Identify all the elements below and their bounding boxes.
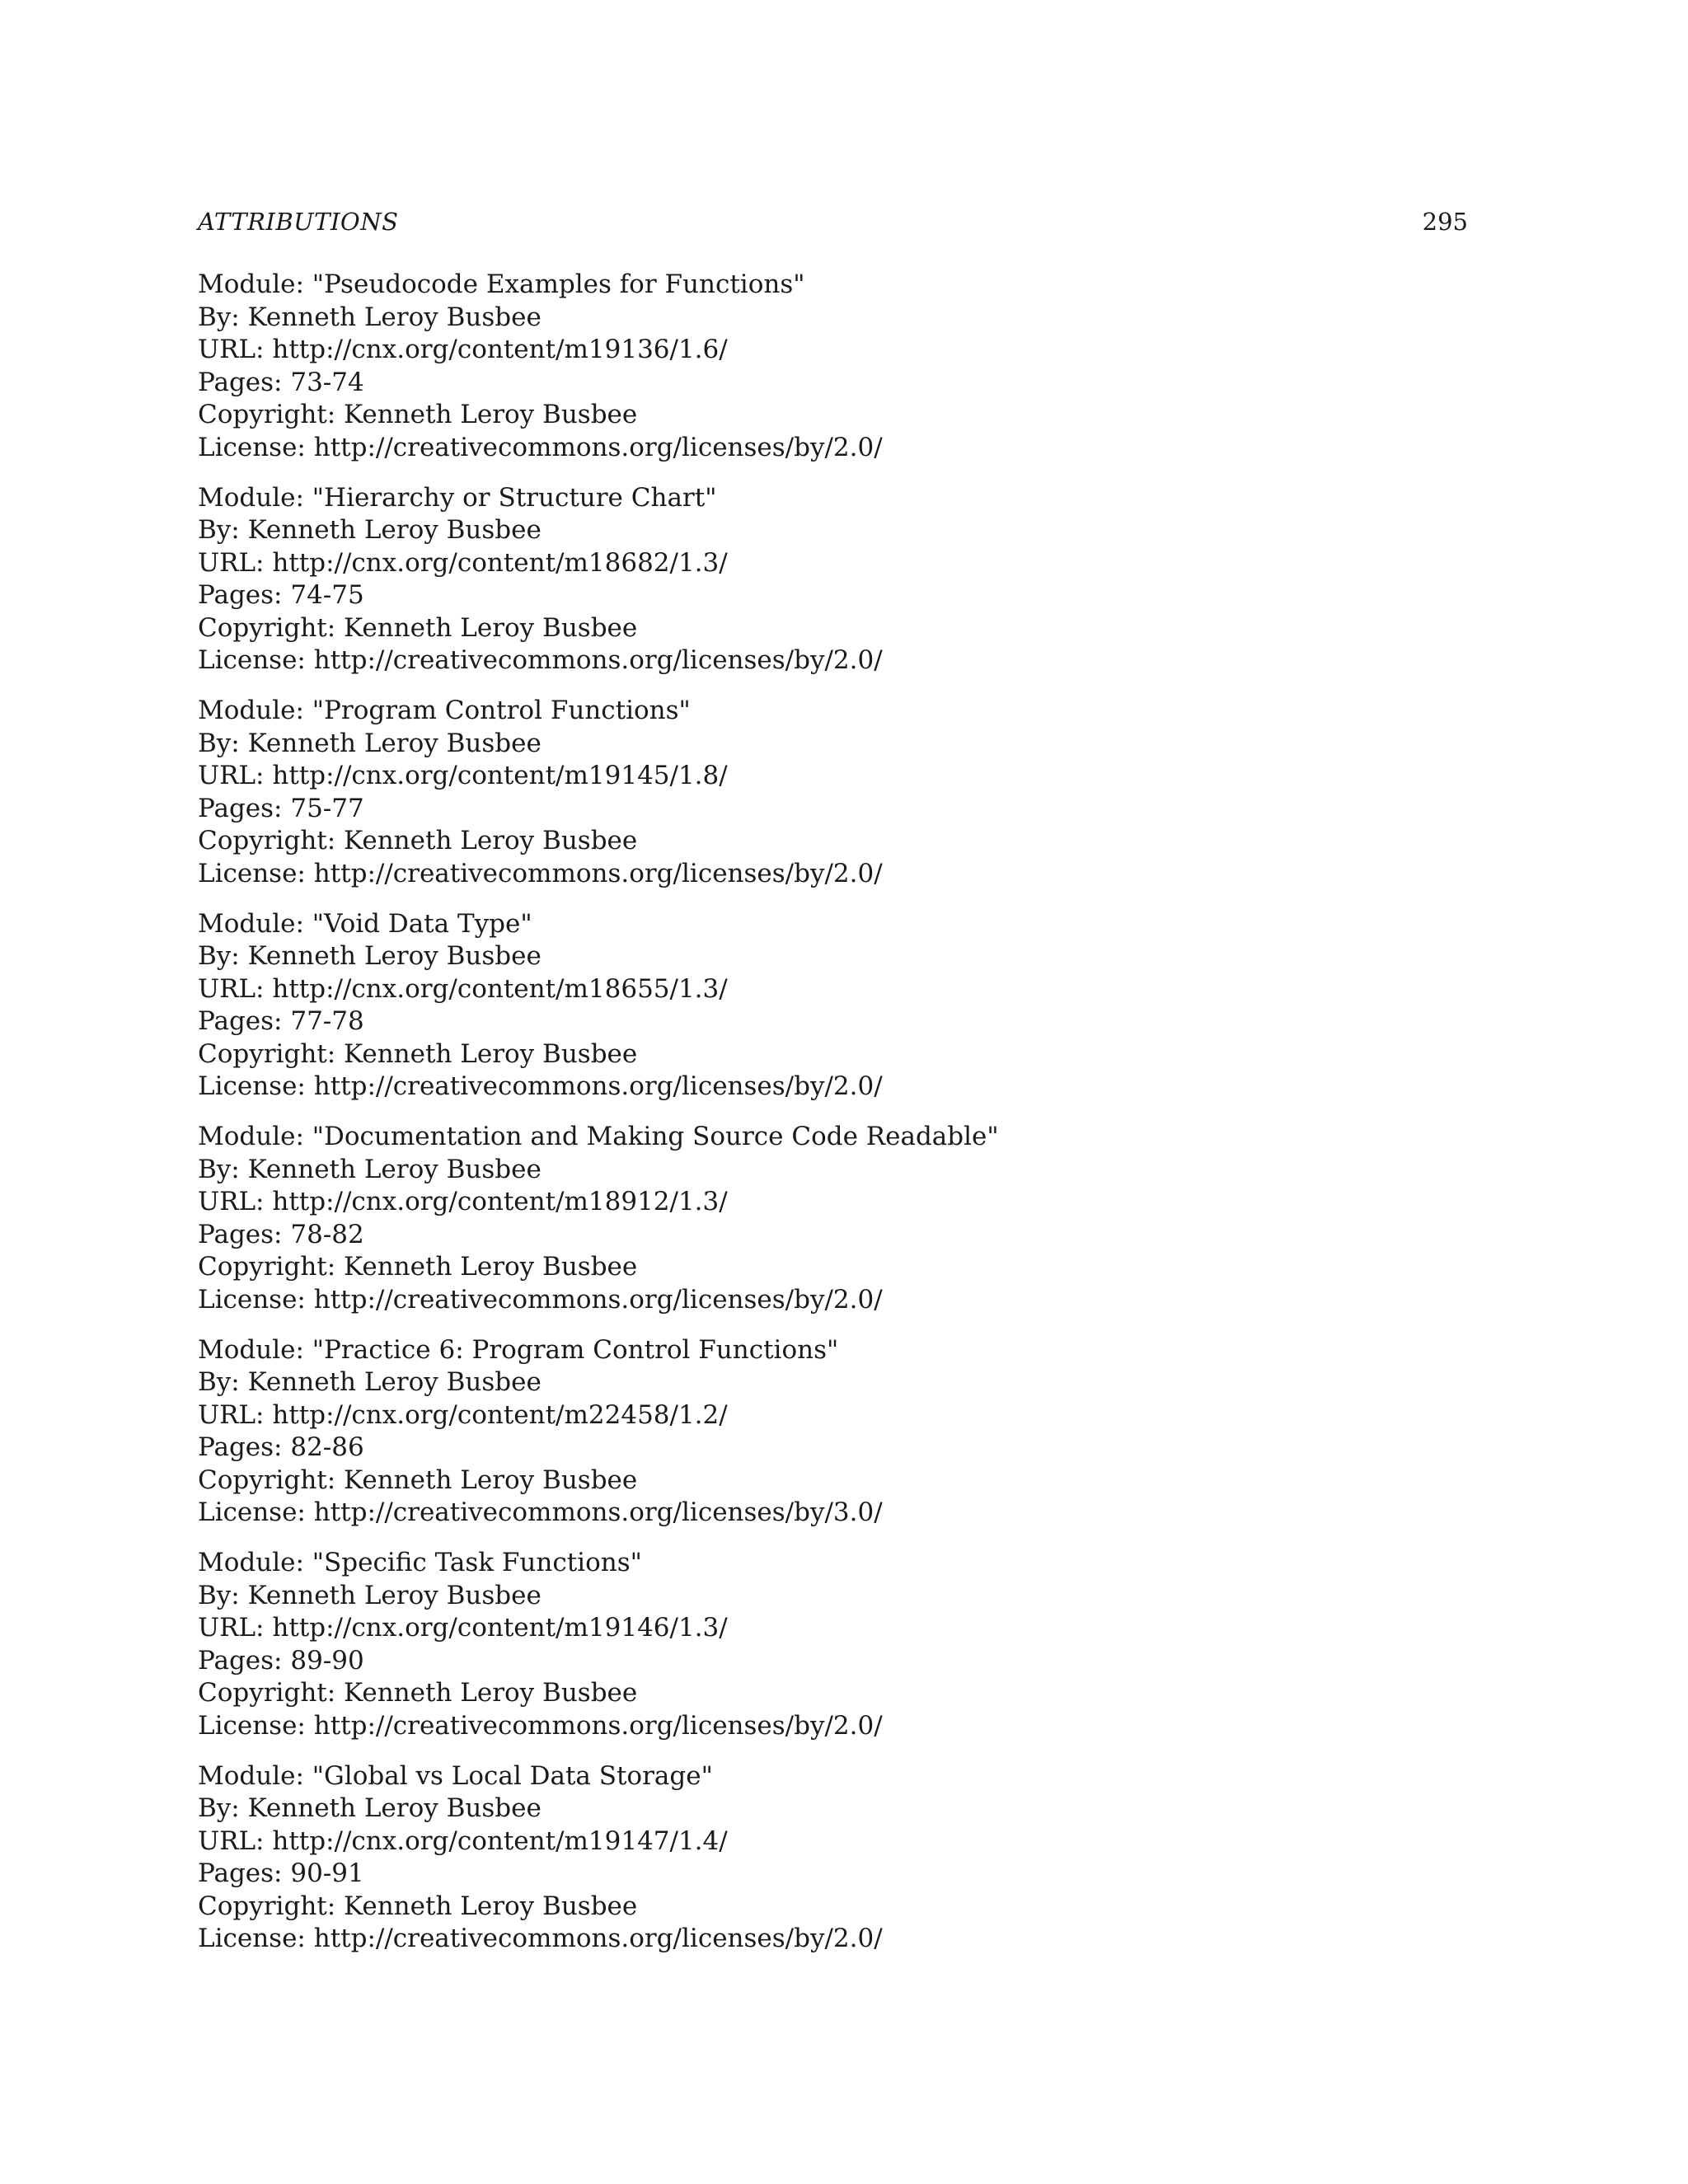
pages-line: Pages: 78-82 xyxy=(198,1219,364,1249)
attribution-entry xyxy=(198,1760,1468,1956)
license-line: License: http://creativecommons.org/licenses/by/2.0/ xyxy=(198,1710,883,1741)
running-head: ATTRIBUTIONS xyxy=(198,208,399,236)
attribution-entry xyxy=(198,908,1468,1104)
license-line: License: http://creativecommons.org/licenses/by/2.0/ xyxy=(198,645,883,675)
license-line: License: http://creativecommons.org/licenses/by/2.0/ xyxy=(198,1284,883,1315)
pages-line: Pages: 90-91 xyxy=(198,1858,364,1888)
copyright-line: Copyright: Kenneth Leroy Busbee xyxy=(198,1038,638,1069)
pages-line: Pages: 82-86 xyxy=(198,1432,364,1462)
pages-line: Pages: 73-74 xyxy=(198,367,364,397)
copyright-line: Copyright: Kenneth Leroy Busbee xyxy=(198,1891,638,1921)
url-line: URL: http://cnx.org/content/m18655/1.3/ xyxy=(198,973,728,1004)
url-line: URL: http://cnx.org/content/m18912/1.3/ xyxy=(198,1187,728,1216)
author-line: By: Kenneth Leroy Busbee xyxy=(198,1793,542,1823)
attribution-entry xyxy=(198,1547,1468,1742)
module-line: Module: "Documentation and Making Source Code Readable" xyxy=(198,1122,999,1151)
url-line: URL: http://cnx.org/content/m22458/1.2/ xyxy=(198,1399,728,1430)
attribution-list xyxy=(198,269,1468,1973)
copyright-line: Copyright: Kenneth Leroy Busbee xyxy=(198,400,638,429)
license-line: License: http://creativecommons.org/licenses/by/2.0/ xyxy=(198,858,883,888)
copyright-line: Copyright: Kenneth Leroy Busbee xyxy=(198,826,638,855)
pages-line: Pages: 77-78 xyxy=(198,1006,364,1036)
attribution-entry xyxy=(198,482,1468,677)
page-header xyxy=(198,204,1468,240)
author-line: By: Kenneth Leroy Busbee xyxy=(198,941,542,971)
module-line: Module: "Global vs Local Data Storage" xyxy=(198,1760,713,1791)
module-line: Module: "Practice 6: Program Control Functions" xyxy=(198,1334,839,1365)
copyright-line: Copyright: Kenneth Leroy Busbee xyxy=(198,612,638,643)
license-line: License: http://creativecommons.org/licenses/by/2.0/ xyxy=(198,1924,883,1953)
url-line: URL: http://cnx.org/content/m18682/1.3/ xyxy=(198,547,728,578)
license-line: License: http://creativecommons.org/licenses/by/3.0/ xyxy=(198,1497,883,1527)
module-line: Module: "Program Control Functions" xyxy=(198,696,691,725)
module-line: Module: "Pseudocode Examples for Functions" xyxy=(198,269,805,299)
url-line: URL: http://cnx.org/content/m19146/1.3/ xyxy=(198,1613,728,1643)
url-line: URL: http://cnx.org/content/m19145/1.8/ xyxy=(198,761,728,790)
pages-line: Pages: 89-90 xyxy=(198,1645,364,1675)
author-line: By: Kenneth Leroy Busbee xyxy=(198,515,542,545)
url-line: URL: http://cnx.org/content/m19136/1.6/ xyxy=(198,335,728,364)
license-line: License: http://creativecommons.org/licenses/by/2.0/ xyxy=(198,1071,883,1101)
pages-line: Pages: 74-75 xyxy=(198,580,364,610)
copyright-line: Copyright: Kenneth Leroy Busbee xyxy=(198,1252,638,1282)
attribution-entry xyxy=(198,695,1468,890)
author-line: By: Kenneth Leroy Busbee xyxy=(198,1154,542,1184)
author-line: By: Kenneth Leroy Busbee xyxy=(198,302,542,332)
module-line: Module: "Void Data Type" xyxy=(198,908,532,939)
module-line: Module: "Hierarchy or Structure Chart" xyxy=(198,482,717,513)
license-line: License: http://creativecommons.org/licenses/by/2.0/ xyxy=(198,432,883,462)
copyright-line: Copyright: Kenneth Leroy Busbee xyxy=(198,1678,638,1708)
url-line: URL: http://cnx.org/content/m19147/1.4/ xyxy=(198,1825,728,1856)
author-line: By: Kenneth Leroy Busbee xyxy=(198,1367,542,1397)
pages-line: Pages: 75-77 xyxy=(198,793,364,823)
author-line: By: Kenneth Leroy Busbee xyxy=(198,728,542,758)
attribution-entry xyxy=(198,1334,1468,1530)
author-line: By: Kenneth Leroy Busbee xyxy=(198,1580,542,1610)
copyright-line: Copyright: Kenneth Leroy Busbee xyxy=(198,1465,638,1495)
attribution-entry xyxy=(198,269,1468,464)
page-number: 295 xyxy=(1422,208,1468,236)
attribution-entry xyxy=(198,1121,1468,1316)
module-line: Module: "Specific Task Functions" xyxy=(198,1548,642,1577)
